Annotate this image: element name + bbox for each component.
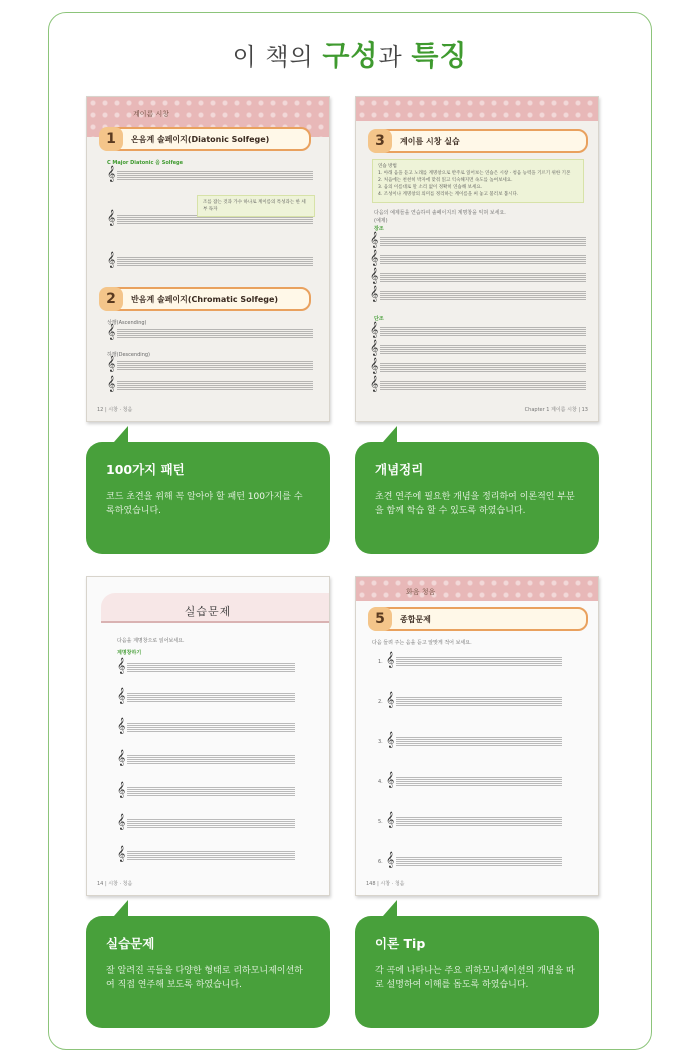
treble-clef-icon: 𝄞: [370, 268, 379, 284]
example-label: (예제): [374, 218, 388, 224]
item-number: 1.: [378, 659, 383, 665]
sample-page-review: [355, 576, 599, 896]
section-title: 온음계 솔페이지(Diatonic Solfege): [131, 134, 270, 144]
page-chip: 계이름 시창: [133, 110, 170, 118]
intro-text: 다음의 예제들을 연습하여 솔페이지의 계명창을 익혀 보세요.: [374, 210, 506, 216]
music-staff: [380, 273, 586, 282]
music-staff: [396, 857, 562, 866]
section-number: 5: [368, 607, 392, 631]
music-staff: [396, 777, 562, 786]
treble-clef-icon: 𝄞: [117, 658, 126, 674]
sample-page-exercises: [86, 576, 330, 896]
music-staff: [117, 361, 313, 370]
sample-page-solfege-practice: [355, 96, 599, 422]
music-staff: [380, 327, 586, 336]
music-staff: [127, 723, 295, 732]
music-staff: [380, 255, 586, 264]
music-staff: [396, 697, 562, 706]
treble-clef-icon: 𝄞: [386, 852, 395, 868]
music-staff: [127, 755, 295, 764]
page-number: Chapter 1 계이름 시창 | 13: [524, 407, 588, 413]
section-header: [368, 129, 588, 153]
section-header: [368, 607, 588, 631]
music-staff: [127, 663, 295, 672]
subheading: C Major Diatonic 음 Solfege: [107, 160, 184, 166]
treble-clef-icon: 𝄞: [107, 324, 116, 340]
note-line: 연습 방법: [378, 164, 397, 169]
card-title: 이론 Tip: [375, 936, 426, 951]
treble-clef-icon: 𝄞: [370, 376, 379, 392]
page-pattern-band: [356, 97, 598, 121]
music-staff: [380, 237, 586, 246]
treble-clef-icon: 𝄞: [107, 166, 116, 182]
section-number: 1: [99, 127, 123, 151]
subheading: 계명창하기: [117, 650, 142, 656]
item-number: 2.: [378, 699, 383, 705]
note-line: 2. 처음에는 천천히 박자에 맞춰 읽고 익숙해지면 속도를 높여보세요.: [378, 178, 513, 183]
music-staff: [380, 381, 586, 390]
page-number: 12 | 시창 · 청음: [97, 407, 133, 413]
feature-card-concepts: [355, 442, 599, 554]
major-label: 장조: [374, 226, 384, 232]
treble-clef-icon: 𝄞: [386, 812, 395, 828]
feature-card-exercises: [86, 916, 330, 1028]
card-title: 실습문제: [106, 936, 155, 951]
card-body: 초견 연주에 필요한 개념을 정리하여 이론적인 부분을 함께 학습 할 수 있도록 하였습니다.: [375, 492, 575, 516]
section-number: 3: [368, 129, 392, 153]
instruction-text: 다음을 계명창으로 읽어보세요.: [117, 638, 185, 644]
treble-clef-icon: 𝄞: [370, 286, 379, 302]
treble-clef-icon: 𝄞: [107, 376, 116, 392]
title-highlight-structure: 구성: [322, 39, 379, 72]
item-number: 6.: [378, 859, 383, 865]
treble-clef-icon: 𝄞: [386, 652, 395, 668]
treble-clef-icon: 𝄞: [117, 782, 126, 798]
card-title: 개념정리: [375, 462, 424, 477]
music-staff: [117, 381, 313, 390]
treble-clef-icon: 𝄞: [107, 210, 116, 226]
music-staff: [117, 257, 313, 266]
feature-card-theory-tip: [355, 916, 599, 1028]
treble-clef-icon: 𝄞: [117, 750, 126, 766]
note-line: 3. 음의 이름대로 말 소리 없이 정확히 연습해 보세요.: [378, 185, 483, 190]
instruction-text: 다음 들려 주는 음을 듣고 알맞게 적어 보세요.: [372, 640, 472, 646]
descending-label: 하행(Descending): [107, 352, 150, 358]
treble-clef-icon: 𝄞: [386, 692, 395, 708]
page-chip: 화음 청음: [406, 588, 436, 596]
item-number: 5.: [378, 819, 383, 825]
section-title: 계이름 시창 실습: [400, 136, 460, 146]
music-staff: [127, 693, 295, 702]
music-staff: [127, 851, 295, 860]
music-staff: [117, 171, 313, 180]
treble-clef-icon: 𝄞: [386, 732, 395, 748]
music-staff: [117, 329, 313, 338]
exercise-title: 실습문제: [184, 605, 232, 618]
page-number: 14 | 시창 · 청음: [97, 881, 133, 887]
note-line: 1. 아래 음을 듣고 노래를 계명창으로 반주로 읽어보는 연습은 시창 · 청음 능력을 기르기 위한 기본: [378, 171, 571, 176]
title-prefix: 이 책의: [232, 43, 323, 71]
music-staff: [127, 819, 295, 828]
card-body: 각 곡에 나타나는 주요 리하모니제이션의 개념을 따로 설명하여 이해를 돕도록 하였습니다.: [375, 966, 575, 990]
treble-clef-icon: 𝄞: [117, 846, 126, 862]
sample-page-diatonic: [86, 96, 330, 422]
tip-box: 조를 잡는 것과 가수 하나로 계이름의 특성과는 한 세부 독자: [197, 195, 315, 217]
page-number: 148 | 시창 · 청음: [366, 881, 405, 887]
music-staff: [396, 817, 562, 826]
title-middle: 과: [378, 43, 412, 71]
page-title: [0, 34, 700, 74]
section-header: [99, 287, 311, 311]
ascending-label: 상행(Ascending): [107, 320, 147, 326]
practice-notes-box: [372, 159, 584, 203]
treble-clef-icon: 𝄞: [107, 252, 116, 268]
item-number: 3.: [378, 739, 383, 745]
treble-clef-icon: 𝄞: [370, 322, 379, 338]
treble-clef-icon: 𝄞: [370, 250, 379, 266]
section-title: 종합문제: [400, 614, 431, 624]
music-staff: [396, 657, 562, 666]
music-staff: [380, 291, 586, 300]
feature-card-patterns: [86, 442, 330, 554]
section-header: [99, 127, 311, 151]
title-highlight-features: 특징: [411, 39, 468, 72]
treble-clef-icon: 𝄞: [117, 718, 126, 734]
treble-clef-icon: 𝄞: [117, 814, 126, 830]
treble-clef-icon: 𝄞: [370, 340, 379, 356]
item-number: 4.: [378, 779, 383, 785]
music-staff: [127, 787, 295, 796]
section-number: 2: [99, 287, 123, 311]
treble-clef-icon: 𝄞: [386, 772, 395, 788]
minor-label: 단조: [374, 316, 384, 322]
card-body: 코드 초견을 위해 꼭 알아야 할 패턴 100가지를 수록하였습니다.: [106, 492, 303, 516]
treble-clef-icon: 𝄞: [370, 232, 379, 248]
card-body: 잘 알려진 곡들을 다양한 형태로 리하모니제이션하여 직접 연주해 보도록 하였습니다.: [106, 966, 303, 990]
treble-clef-icon: 𝄞: [117, 688, 126, 704]
treble-clef-icon: 𝄞: [107, 356, 116, 372]
treble-clef-icon: 𝄞: [370, 358, 379, 374]
music-staff: [380, 345, 586, 354]
card-title: 100가지 패턴: [106, 462, 185, 477]
page-pattern-band: [356, 577, 598, 601]
note-line: 4. 조성이나 계명창의 의미를 정리하는 계이름을 써 놓고 불러보 봅시다.: [378, 192, 519, 197]
music-staff: [396, 737, 562, 746]
section-title: 반음계 솔페이지(Chromatic Solfege): [131, 294, 279, 304]
music-staff: [380, 363, 586, 372]
